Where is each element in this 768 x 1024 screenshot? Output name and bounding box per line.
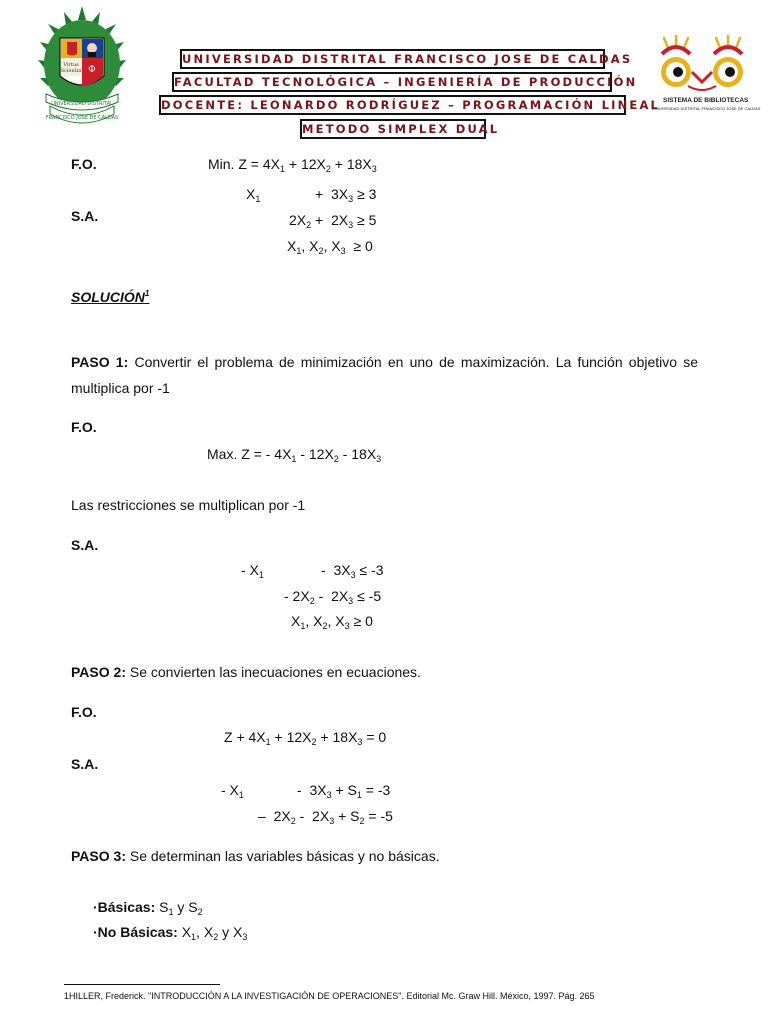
svg-text:UNIVERSIDAD DISTRITAL: UNIVERSIDAD DISTRITAL [51, 101, 113, 107]
paso2-fo-label: F.O. [71, 704, 97, 720]
paso1-constraint-1: - $X_1$ [241, 562, 264, 580]
paso2-paragraph [71, 664, 421, 680]
paso1-fo-label: F.O. [71, 419, 97, 435]
paso1-restr-text: Las restricciones se multiplican por -1 [71, 497, 306, 513]
university-crest-logo [34, 2, 130, 130]
basic-variables: ·Básicas: $S_1$ y $S_2$ [93, 899, 203, 917]
svg-text:Virtus: Virtus [63, 62, 79, 68]
equation-1-rhs: - $3X_3 + S_1 = -3$ [297, 782, 391, 800]
paso1-sa-label: S.A. [71, 537, 99, 553]
paso2-label: PASO 2: [71, 664, 126, 680]
solution-title: SOLUCIÓN$^1$ [71, 289, 150, 305]
constraint-1-rhs: + $3X_3 \ge 3$ [315, 186, 377, 204]
library-system-logo [648, 34, 761, 116]
header-university: UNIVERSIDAD DISTRITAL FRANCISCO JOSE DE CALDAS [180, 49, 605, 69]
svg-text:Φ: Φ [88, 65, 96, 75]
footnote: 1HILLER, Frederick. "INTRODUCCIÓN A LA INVESTIGACIÓN DE OPERACIONES". Editorial Mc. Graw Hill. México, 1997. Pág. 265 [64, 991, 595, 1001]
svg-text:Scientia: Scientia [60, 68, 82, 74]
paso1-constraint-2: - $2X_2 - 2X_3 \le -5$ [284, 588, 382, 606]
library-title: SISTEMA DE BIBLIOTECAS [663, 97, 749, 104]
paso1-paragraph [71, 349, 698, 401]
paso2-text: Se convierten las inecuaciones en ecuaciones. [129, 664, 421, 680]
paso2-sa-label: S.A. [71, 756, 99, 772]
constraint-2: $2X_2 + 2X_3 \ge 5$ [289, 212, 377, 230]
paso1-nonnegativity: $X_1$, $X_2$, $X_3 \ge 0$ [291, 613, 373, 631]
objective-equation: $Z + 4X_1 + 12X_2 + 18X_3 = 0$ [224, 729, 387, 747]
sa-label: S.A. [71, 208, 99, 224]
paso3-paragraph [71, 848, 440, 864]
constraint-1: $X_1$ [246, 186, 261, 204]
no-basicas-label: ·No Básicas: [93, 924, 178, 940]
objective-min: Min. $Z = 4X_1 + 12X_2 + 18X_3$ [208, 156, 377, 174]
svg-text:FRANCISCO JOSE DE CALDAS: FRANCISCO JOSE DE CALDAS [45, 115, 119, 121]
footnote-rule [64, 984, 220, 985]
fo-label: F.O. [71, 156, 97, 172]
objective-max: Max. Z = - $4X_1 - 12X_2 - 18X_3$ [207, 446, 382, 464]
header-topic: METODO SIMPLEX DUAL [300, 119, 486, 139]
basicas-label: ·Básicas: [93, 899, 156, 915]
equation-1: - $X_1$ [221, 782, 244, 800]
header-faculty: FACULTAD TECNOLÓGICA – INGENIERÍA DE PRODUCCIÓN [172, 72, 612, 92]
paso3-label: PASO 3: [71, 848, 126, 864]
equation-2: – $2X_2 - 2X_3 + S_2 = -5$ [258, 808, 393, 826]
header-teacher: DOCENTE: LEONARDO RODRÍGUEZ – PROGRAMACIÓN LINEAL [159, 95, 626, 115]
footnote-mark: 1 [144, 289, 150, 298]
paso3-text: Se determinan las variables básicas y no básicas. [129, 848, 440, 864]
non-basic-variables: ·No Básicas: $X_1$, $X_2$ y $X_3$ [93, 924, 248, 942]
paso1-constraint-1-rhs: - $3X_3 \le -3$ [321, 562, 384, 580]
library-subtitle: UNIVERSIDAD DISTRITAL FRANCISCO JOSE DE CALDAS [652, 106, 761, 111]
nonnegativity: $X_1$, $X_2$, $X_3 \ge 0$ [287, 238, 373, 256]
paso1-label: PASO 1: [71, 354, 129, 370]
paso1-text: Convertir el problema de minimización en uno de maximización. La función objetivo se multiplica por -1 [71, 354, 699, 396]
